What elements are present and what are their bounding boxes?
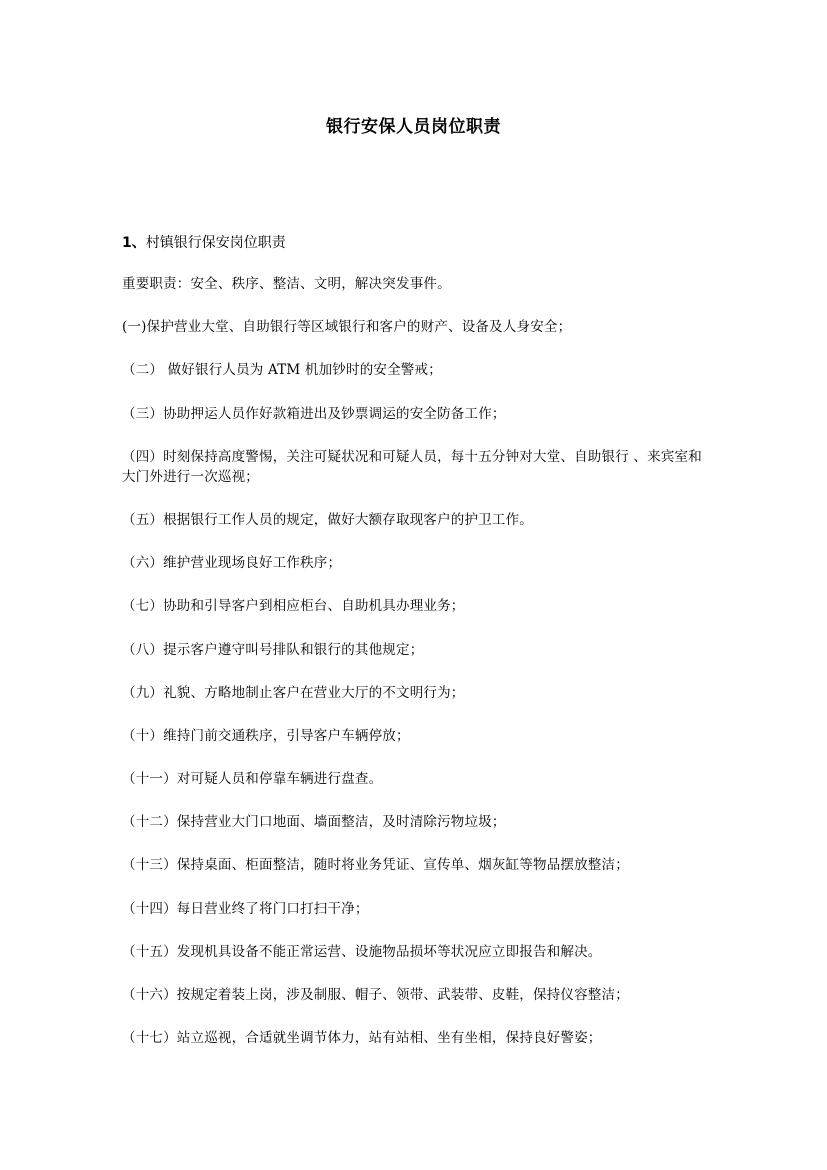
duty-item-11: （十一）对可疑人员和停靠车辆进行盘查。	[122, 771, 383, 788]
document-title: 银行安保人员岗位职责	[326, 117, 501, 137]
duty-item-13: （十三）保持桌面、柜面整洁，随时将业务凭证、宣传单、烟灰缸等物品摆放整洁；	[122, 857, 629, 874]
duty-item-16: （十六）按规定着装上岗，涉及制服、帽子、领带、武装带、皮鞋，保持仪容整洁；	[122, 987, 629, 1003]
duty-item-8: （八）提示客户遵守叫号排队和银行的其他规定；	[122, 641, 424, 658]
duty-item-17: （十七）站立巡视，合适就坐调节体力，站有站相、坐有坐相，保持良好警姿；	[122, 1030, 602, 1047]
duty-item-10: （十）维持门前交通秩序，引导客户车辆停放；	[122, 727, 410, 744]
duty-item-1: (一)保护营业大堂、自助银行等区域银行和客户的财产、设备及人身安全；	[122, 319, 572, 336]
duty-item-6: （六）维护营业现场良好工作秩序；	[122, 555, 342, 572]
duty-item-3: （三）协助押运人员作好款箱进出及钞票调运的安全防备工作；	[122, 405, 506, 422]
duty-item-12: （十二）保持营业大门口地面、墙面整洁，及时清除污物垃圾；	[122, 814, 506, 831]
duty-item-15: （十五）发现机具设备不能正常运营、设施物品损坏等状况应立即报告和解决。	[122, 943, 602, 960]
duty-item-7: （七）协助和引导客户到相应柜台、自助机具办理业务；	[122, 598, 465, 615]
section-heading-text: 村镇银行保安岗位职责	[145, 235, 286, 251]
duty-item-14: （十四）每日营业终了将门口打扫干净；	[122, 900, 369, 917]
section-heading	[122, 232, 286, 252]
duty-item-4: （四）时刻保持高度警惕，关注可疑状况和可疑人员，每十五分钟对大堂、自助银行 、来宾室和大门外进行一次巡视；	[122, 448, 702, 485]
duty-summary: 重要职责：安全、秩序、整洁、文明，解决突发事件。	[122, 276, 451, 292]
duty-item-2: （二） 做好银行人员为 ATM 机加钞时的安全警戒；	[122, 362, 442, 379]
duty-item-9: （九）礼貌、方略地制止客户在营业大厅的不文明行为；	[122, 684, 465, 701]
section-number: 1、	[122, 235, 146, 251]
duty-item-5: （五）根据银行工作人员的规定，做好大额存取现客户的护卫工作。	[122, 511, 533, 528]
document-body	[122, 274, 707, 1071]
